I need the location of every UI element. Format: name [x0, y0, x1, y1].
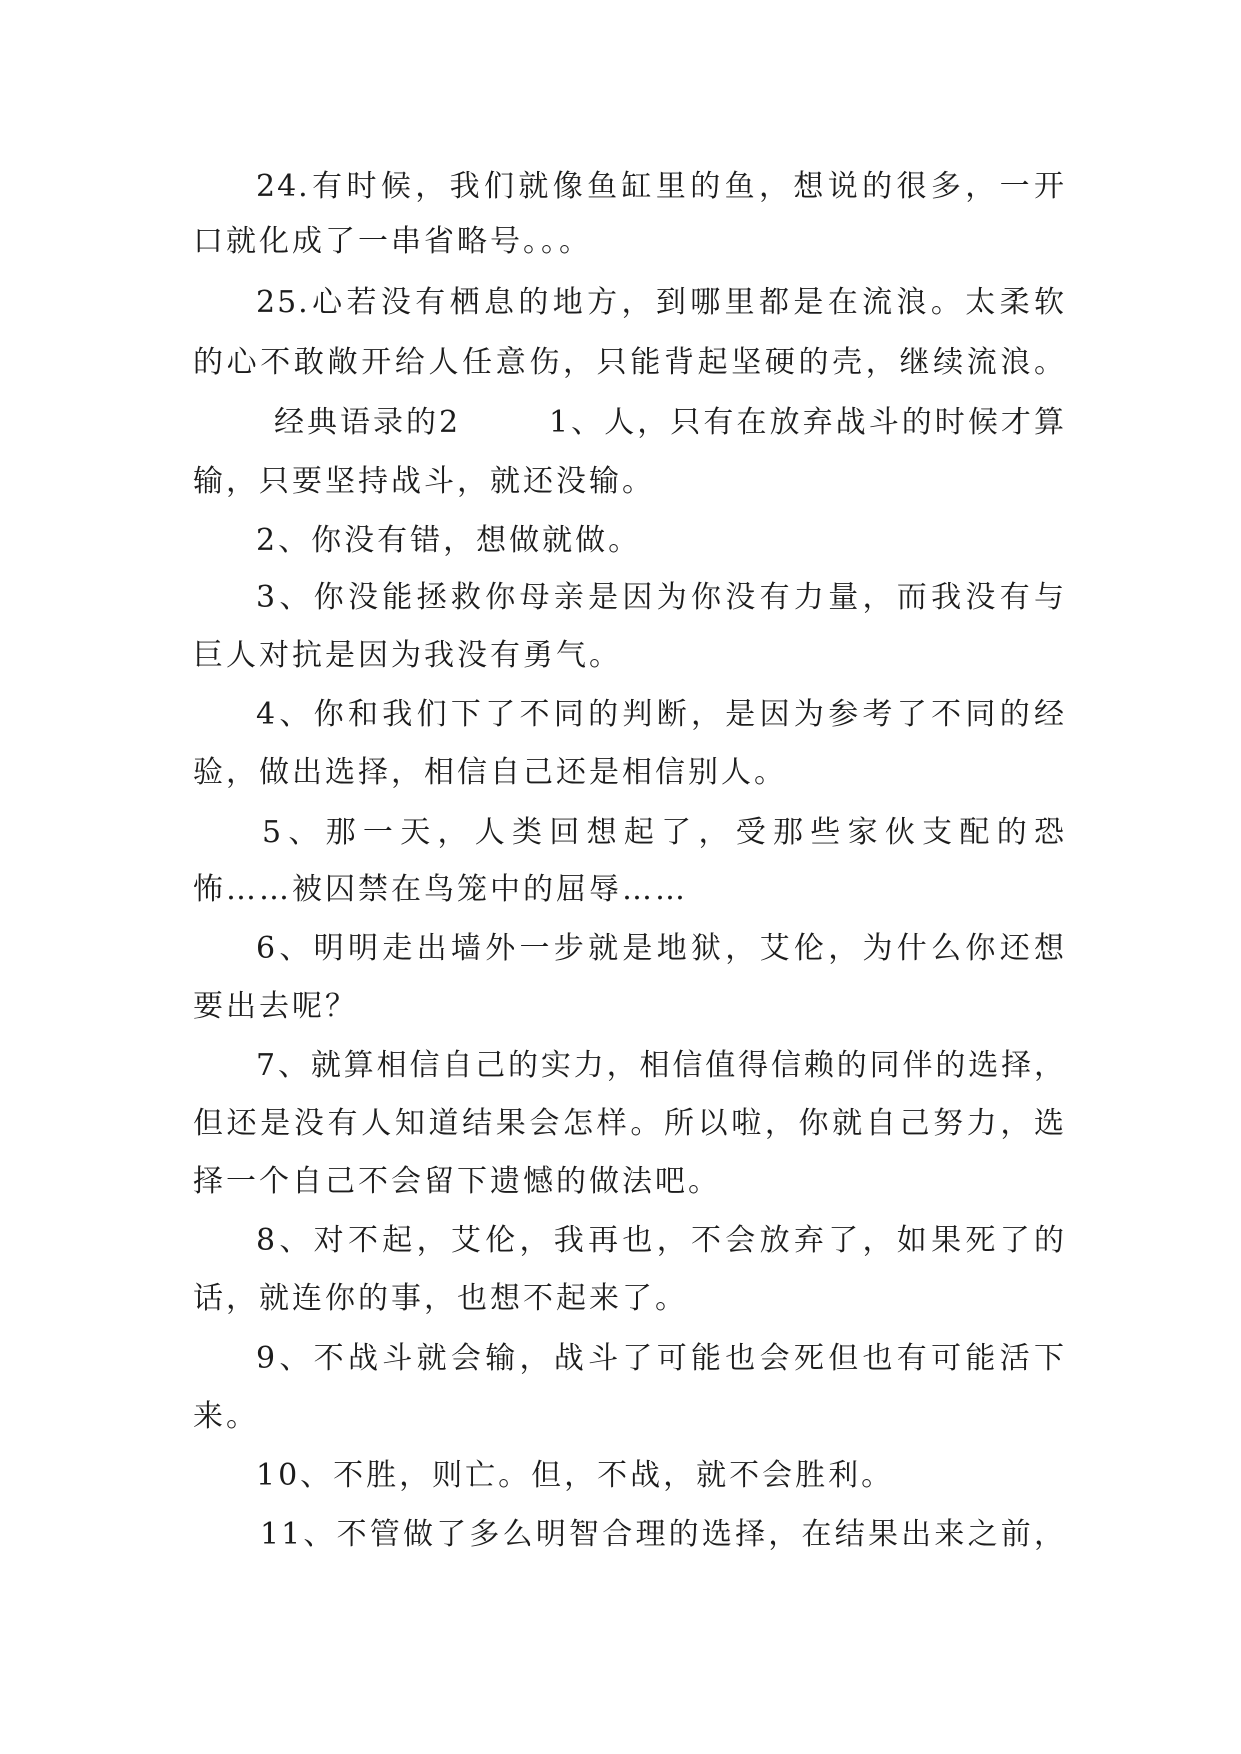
text-line: 择一个自己不会留下遗憾的做法吧。	[193, 1164, 721, 1199]
text-line: 话，就连你的事，也想不起来了。	[193, 1281, 688, 1316]
text-line: 1、人，只有在放弃战斗的时候才算	[549, 405, 1066, 440]
text-line: 巨人对抗是因为我没有勇气。	[193, 638, 622, 673]
text-line: 但还是没有人知道结果会怎样。所以啦，你就自己努力，选	[193, 1106, 1066, 1141]
text-line: 输，只要坚持战斗，就还没输。	[193, 464, 655, 499]
section-heading: 经典语录的2	[274, 405, 462, 440]
text-line: 24.有时候，我们就像鱼缸里的鱼，想说的很多，一开	[256, 169, 1066, 204]
text-line: 要出去呢？	[193, 989, 358, 1024]
text-line: 4、你和我们下了不同的判断，是因为参考了不同的经	[256, 697, 1066, 732]
text-line: 10、不胜，则亡。但，不战，就不会胜利。	[256, 1458, 895, 1493]
text-line: 2、你没有错，想做就做。	[256, 523, 642, 558]
text-line: 8、对不起，艾伦，我再也，不会放弃了，如果死了的	[256, 1223, 1066, 1258]
text-line: 6、明明走出墙外一步就是地狱，艾伦，为什么你还想	[256, 931, 1066, 966]
text-line: 3、你没能拯救你母亲是因为你没有力量，而我没有与	[256, 580, 1066, 615]
text-line: 口就化成了一串省略号。。。	[193, 224, 592, 259]
text-line: 7、就算相信自己的实力，相信值得信赖的同伴的选择，	[256, 1048, 1066, 1083]
text-line: 9、不战斗就会输，战斗了可能也会死但也有可能活下	[256, 1341, 1066, 1376]
text-line: 11、不管做了多么明智合理的选择，在结果出来之前，	[260, 1517, 1066, 1552]
text-line: 的心不敢敞开给人任意伤，只能背起坚硬的壳，继续流浪。	[193, 345, 1066, 380]
text-line: 验，做出选择，相信自己还是相信别人。	[193, 755, 787, 790]
text-line: 来。	[193, 1399, 259, 1434]
text-line: 怖……被囚禁在鸟笼中的屈辱……	[193, 872, 688, 907]
text-line: 25.心若没有栖息的地方，到哪里都是在流浪。太柔软	[256, 285, 1066, 320]
text-line: 5、那一天，人类回想起了，受那些家伙支配的恐	[262, 815, 1066, 850]
